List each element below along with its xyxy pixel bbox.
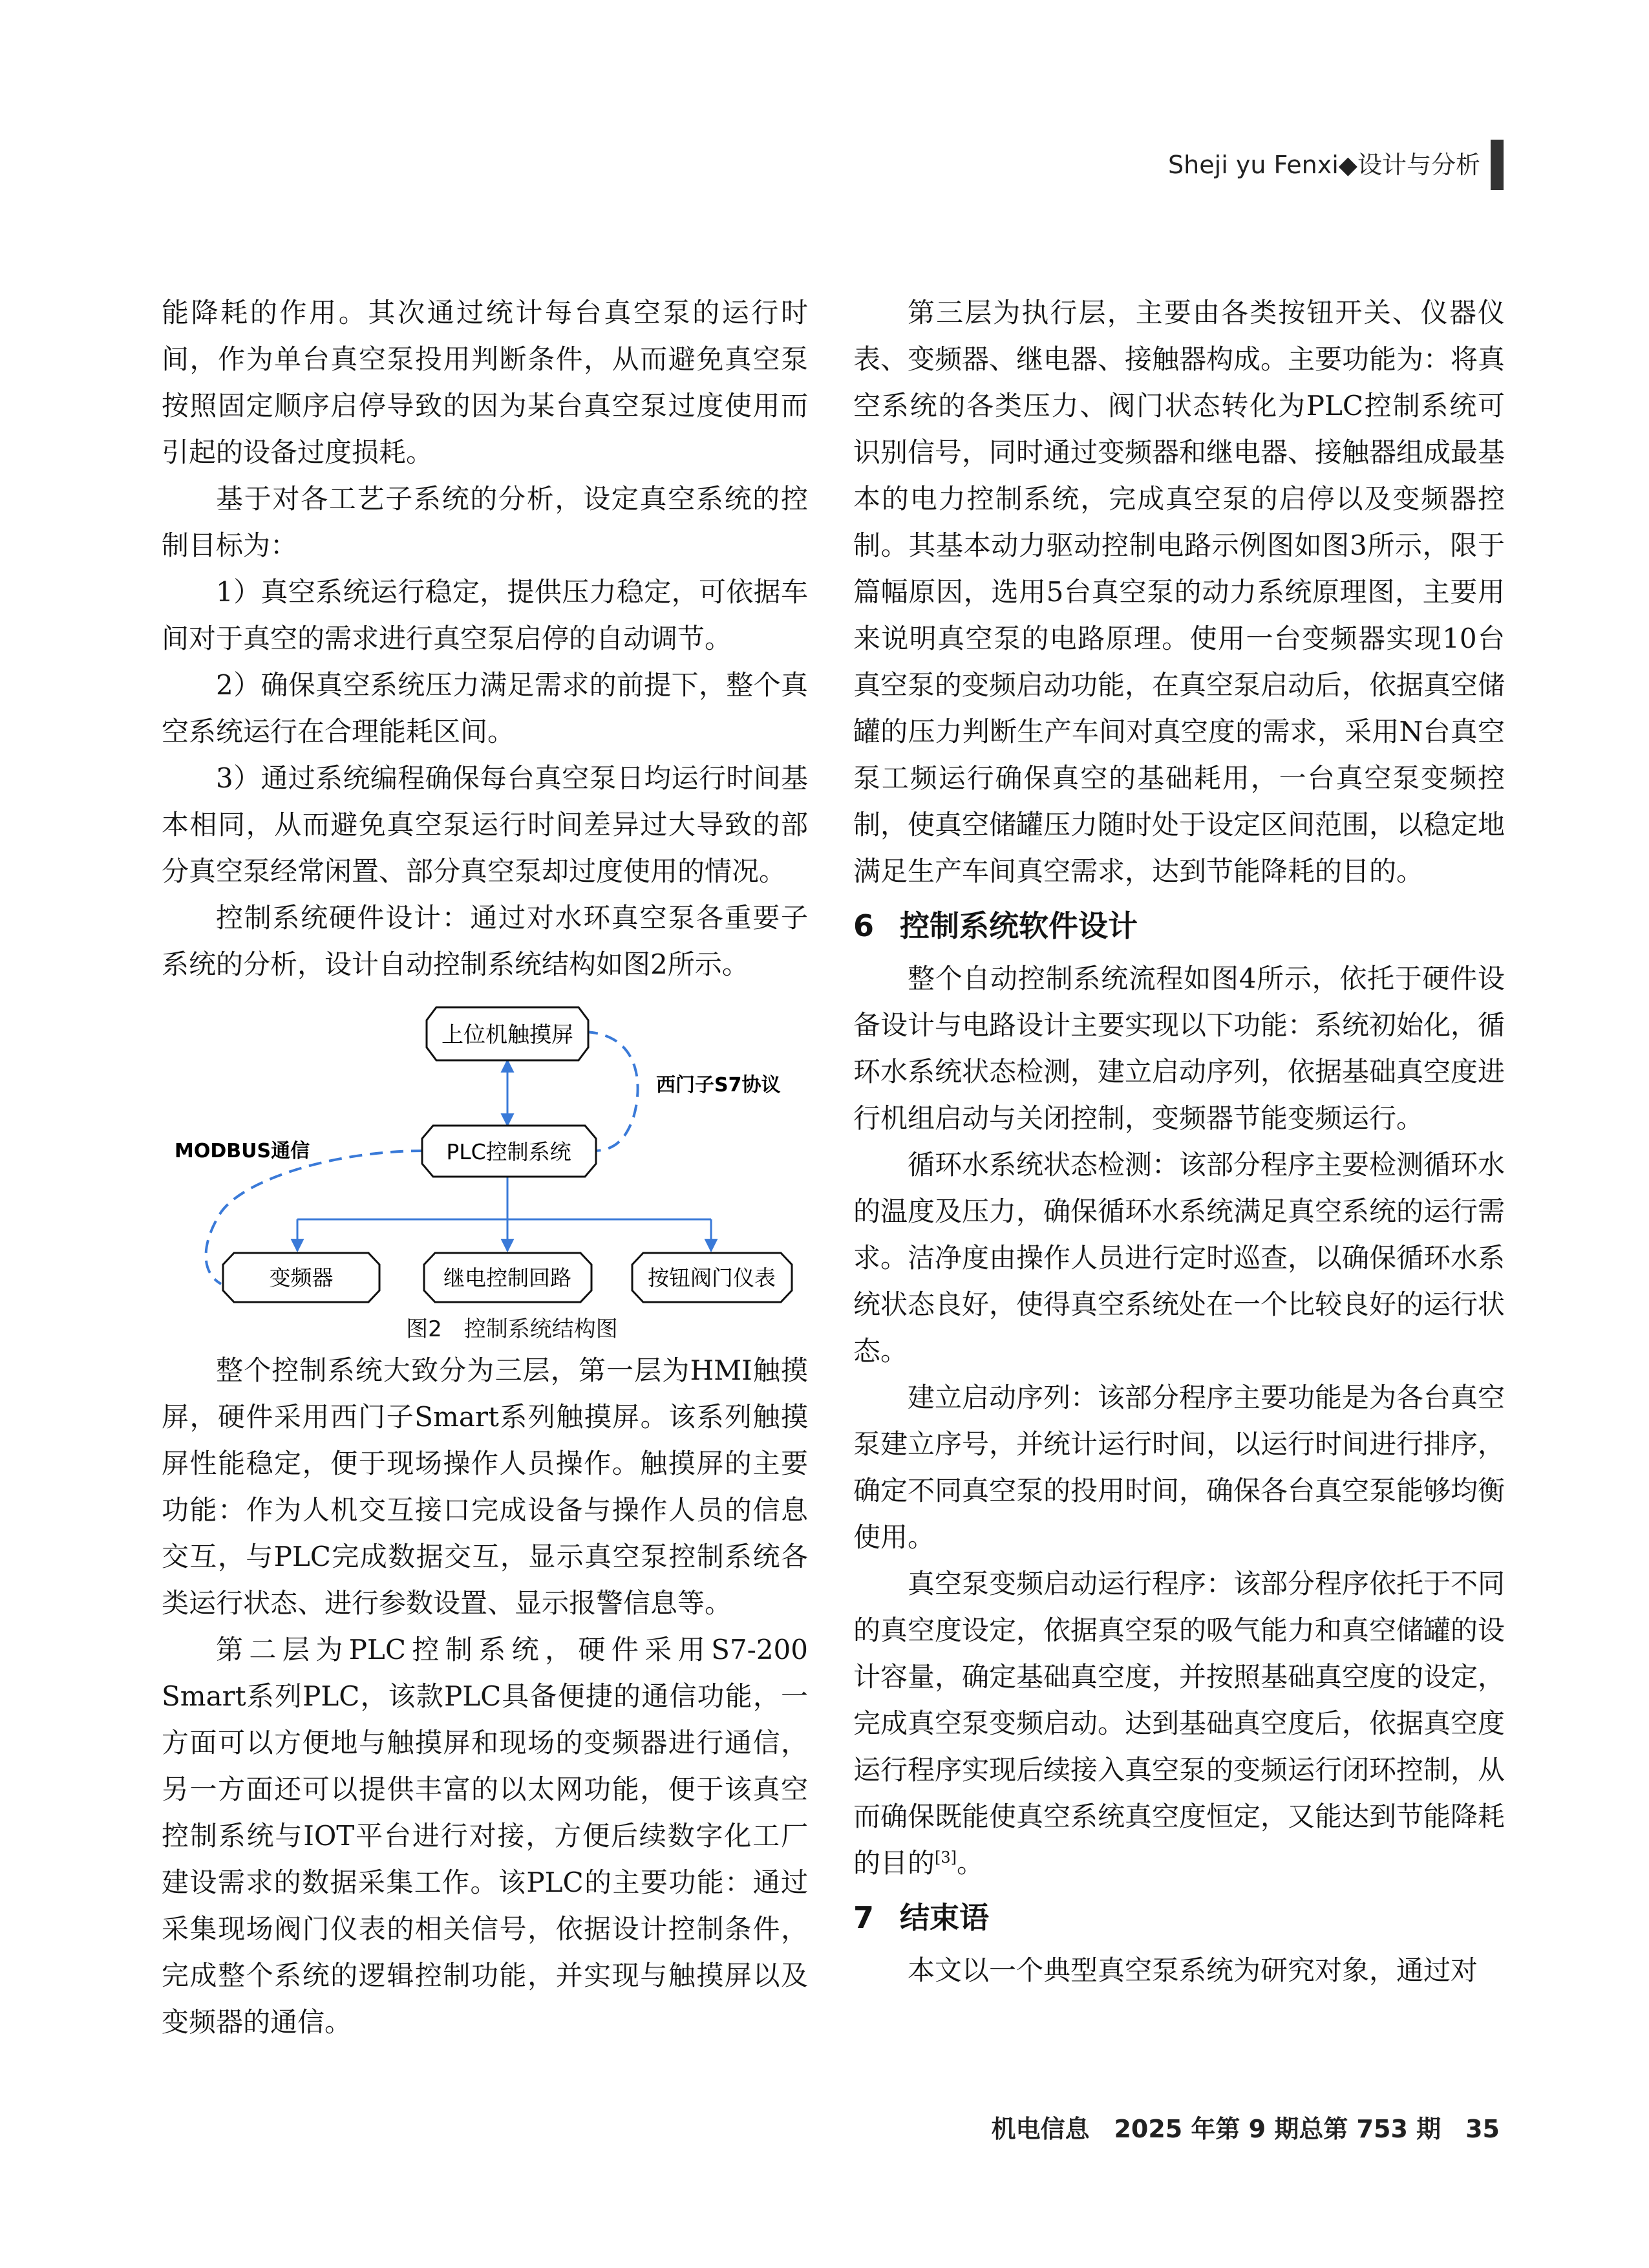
paragraph: 第三层为执行层，主要由各类按钮开关、仪器仪表、变频器、继电器、接触器构成。主要功能为：将真空系统的各类压力、阀门状态转化为PLC控制系统可识别信号，同时通过变频器和继电器、接触器组成最基本的电力控制系统，完成真空泵的启停以及变频器控制。其基本动力驱动控制电路示例图如图3所示，限于篇幅原因，选用5台真空泵的动力系统原理图，主要用来说明真空泵的电路原理。使用一台变频器实现10台真空泵的变频启动功能，在真空泵启动后，依据真空储罐的压力判断生产车间对真空度的需求，采用N台真空泵工频运行确保真空的基础耗用，一台真空泵变频控制，使真空储罐压力随时处于设定区间范围，以稳定地满足生产车间真空需求，达到节能降耗的目的。	[853, 297, 1505, 887]
paragraph	[853, 1561, 1505, 1887]
paragraph-end: 。	[957, 1847, 984, 1879]
section-number: 7	[853, 1900, 875, 1935]
paragraph: 2）确保真空系统压力满足需求的前提下，整个真空系统运行在合理能耗区间。	[162, 669, 808, 747]
citation: [3]	[935, 1848, 957, 1867]
s7-protocol-label: 西门子S7协议	[656, 1074, 781, 1097]
modbus-label: MODBUS通信	[175, 1140, 310, 1162]
section-title: 结束语	[900, 1900, 990, 1935]
s7-protocol-curve	[585, 1032, 638, 1151]
paragraph: 第二层为PLC控制系统，硬件采用S7-200 Smart系列PLC，该款PLC具备便捷的通信功能，一方面可以方便地与触摸屏和现场的变频器进行通信，另一方面还可以提供丰富的以太网功能，便于该真空控制系统与IOT平台进行对接，方便后续数字化工厂建设需求的数据采集工作。该PLC的主要功能：通过采集现场阀门仪表的相关信号，依据设计控制条件，完成整个系统的逻辑控制功能，并实现与触摸屏以及变频器的通信。	[162, 1634, 808, 2038]
node-relay-label: 继电控制回路	[443, 1265, 571, 1290]
right-column	[853, 290, 1505, 1994]
section-6-heading	[853, 904, 1505, 948]
paragraph: 3）通过系统编程确保每台真空泵日均运行时间基本相同，从而避免真空泵运行时间差异过大导致的部分真空泵经常闲置、部分真空泵却过度使用的情况。	[162, 762, 808, 887]
node-plc-label: PLC控制系统	[446, 1139, 571, 1164]
section-7-heading	[853, 1896, 1505, 1940]
node-valve-label: 按钮阀门仪表	[648, 1265, 776, 1290]
paragraph: 建立启动序列：该部分程序主要功能是为各台真空泵建立序号，并统计运行时间，以运行时间进行排序，确定不同真空泵的投用时间，确保各台真空泵能够均衡使用。	[853, 1382, 1505, 1553]
paragraph: 能降耗的作用。其次通过统计每台真空泵的运行时间，作为单台真空泵投用判断条件，从而避免真空泵按照固定顺序启停导致的因为某台真空泵过度使用而引起的设备过度损耗。	[162, 297, 808, 468]
paragraph: 1）真空系统运行稳定，提供压力稳定，可依据车间对于真空的需求进行真空泵启停的自动调节。	[162, 576, 808, 654]
control-structure-diagram	[162, 988, 808, 1311]
paragraph: 基于对各工艺子系统的分析，设定真空系统的控制目标为：	[162, 483, 808, 561]
running-header: Sheji yu Fenxi◆设计与分析	[1168, 151, 1480, 179]
node-hmi-label: 上位机触摸屏	[442, 1022, 573, 1048]
paragraph: 本文以一个典型真空泵系统为研究对象，通过对	[908, 1954, 1478, 1986]
paragraph: 控制系统硬件设计：通过对水环真空泵各重要子系统的分析，设计自动控制系统结构如图2所示。	[162, 902, 808, 980]
figure-caption: 图2 控制系统结构图	[406, 1316, 618, 1342]
paragraph: 整个自动控制系统流程如图4所示，依托于硬件设备设计与电路设计主要实现以下功能：系统初始化，循环水系统状态检测，建立启动序列，依据基础真空度进行机组启动与关闭控制，变频器节能变频运行。	[853, 963, 1505, 1134]
node-vfd-label: 变频器	[269, 1265, 334, 1290]
section-number: 6	[853, 908, 875, 943]
figure-2	[162, 988, 808, 1311]
section-title: 控制系统软件设计	[900, 908, 1138, 943]
paragraph: 整个控制系统大致分为三层，第一层为HMI触摸屏，硬件采用西门子Smart系列触摸屏。该系列触摸屏性能稳定，便于现场操作人员操作。触摸屏的主要功能：作为人机交互接口完成设备与操作人员的信息交互，与PLC完成数据交互，显示真空泵控制系统各类运行状态、进行参数设置、显示报警信息等。	[162, 1354, 808, 1619]
left-column	[162, 290, 808, 2046]
header-bar	[1491, 140, 1504, 190]
paragraph-text: 真空泵变频启动运行程序：该部分程序依托于不同的真空度设定，依据真空泵的吸气能力和真空储罐的设计容量，确定基础真空度，并按照基础真空度的设定，完成真空泵变频启动。达到基础真空度后，依据真空度运行程序实现后续接入真空泵的变频运行闭环控制，从而确保既能使真空系统真空度恒定，又能达到节能降耗的目的	[853, 1568, 1505, 1879]
paragraph: 循环水系统状态检测：该部分程序主要检测循环水的温度及压力，确保循环水系统满足真空系统的运行需求。洁净度由操作人员进行定时巡查，以确保循环水系统状态良好，使得真空系统处在一个比较良好的运行状态。	[853, 1149, 1505, 1367]
journal-footer: 机电信息 2025 年第 9 期总第 753 期 35	[991, 2115, 1500, 2143]
